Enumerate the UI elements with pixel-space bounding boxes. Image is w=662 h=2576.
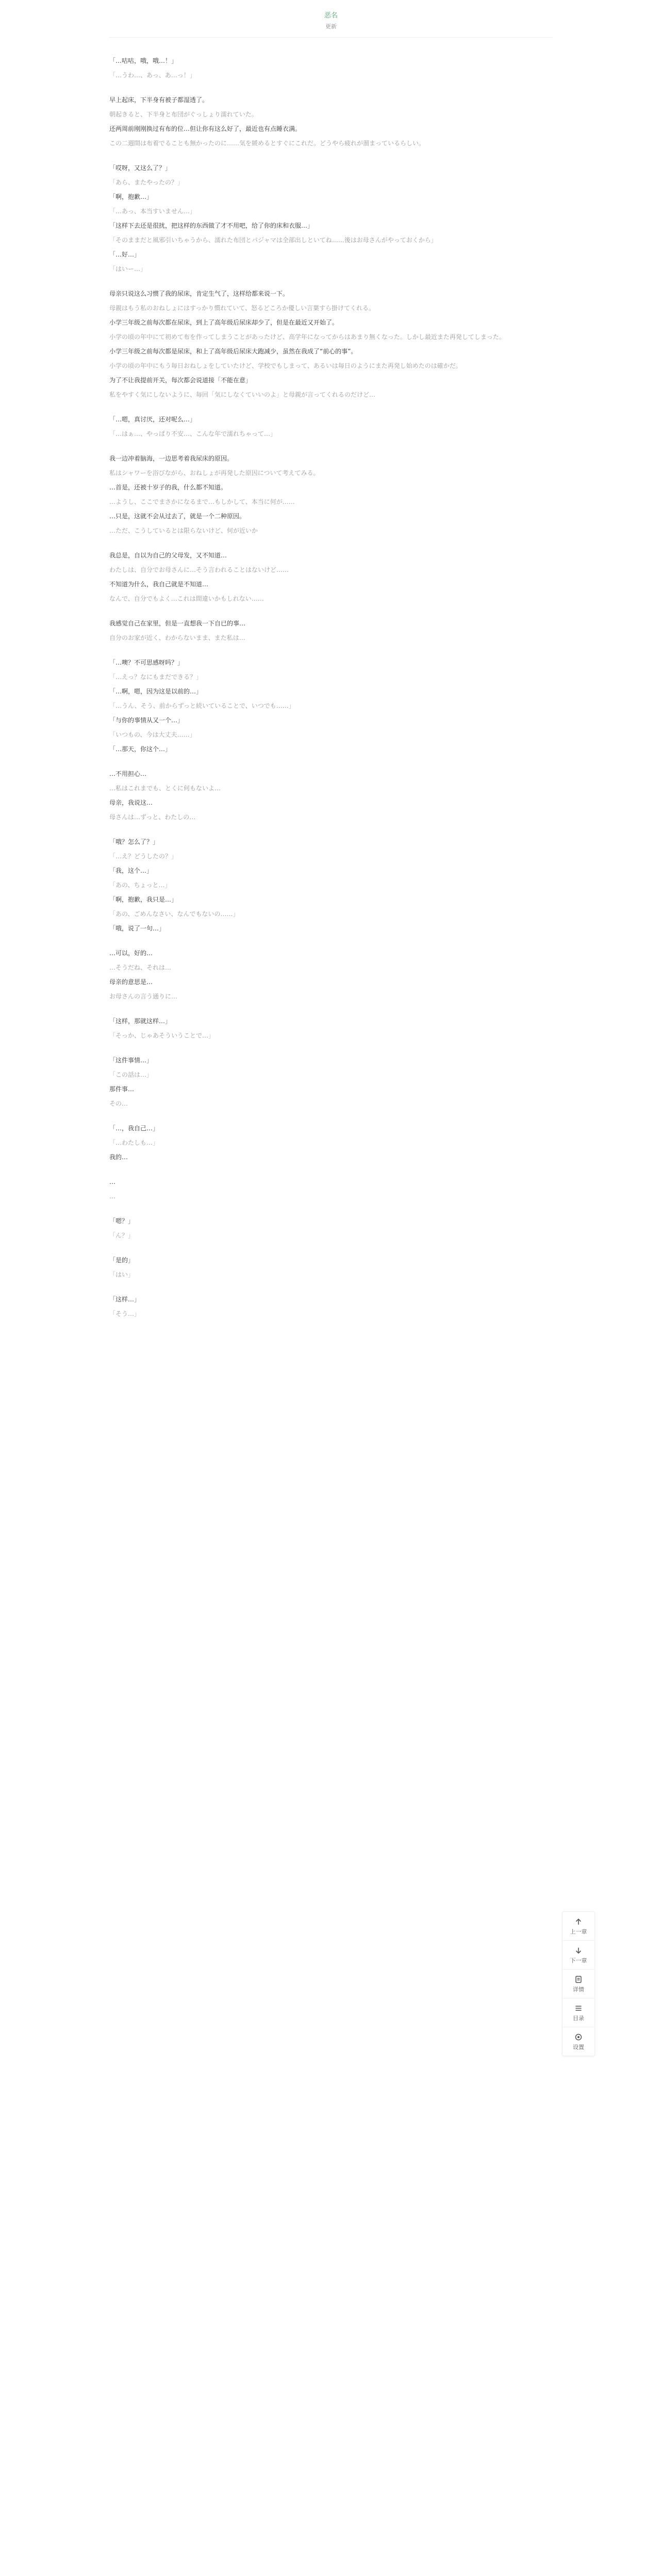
japanese-line: 「…うん、そう、前からずっと続いていることで、いつでも……」 xyxy=(109,702,295,709)
detail-icon xyxy=(574,1975,583,1984)
toolbar-toc-button[interactable] xyxy=(562,1998,594,2027)
japanese-line: 私をやすく気にしないように、毎回「気にしなくていいのよ」と母親が言ってくれるのだけど… xyxy=(109,391,376,398)
toolbar-label: 详情 xyxy=(573,1986,584,1993)
paragraph-gap xyxy=(109,1113,553,1124)
category-label: 更新 xyxy=(325,23,337,30)
japanese-line: … xyxy=(109,1193,115,1200)
chinese-line: 小学三年级之前每次都在尿床，到上了高年级后尿床却少了，但是在最近又开始了。 xyxy=(109,319,339,326)
chinese-line: 「啊，抱歉…」 xyxy=(109,193,153,200)
chinese-line: 母亲只说这么习惯了我的尿床，肯定生气了，这样给都来说一下。 xyxy=(109,290,289,297)
japanese-line: 「あの、ちょっと…」 xyxy=(109,882,171,889)
chinese-line: 「…，我自己…」 xyxy=(109,1125,159,1132)
paragraph-gap xyxy=(109,1284,553,1295)
paragraph-gap xyxy=(109,540,553,551)
prev-icon xyxy=(574,1917,583,1926)
chinese-line: 「…咕咕，哦，哦…！」 xyxy=(109,57,178,64)
toolbar-label: 下一章 xyxy=(570,1957,587,1964)
paragraph-gap xyxy=(109,1206,553,1216)
japanese-line: 「…あっ、本当すいません…」 xyxy=(109,208,196,215)
chinese-line: …不用担心… xyxy=(109,770,147,777)
toolbar-settings-button[interactable] xyxy=(562,2027,594,2056)
toolbar-label: 上一章 xyxy=(570,1928,587,1935)
chinese-line: 小学三年级之前每次都是尿床，和上了高年级后尿床大跑减少，虽然在我成了“前心的事”。 xyxy=(109,348,357,355)
paragraph-gap xyxy=(109,608,553,619)
japanese-line: …ようし、ここでまさかになるまで…もしかして、本当に何が…… xyxy=(109,498,295,505)
chinese-line: 母亲，我说这… xyxy=(109,799,153,806)
chinese-line: 早上起床，下半身有被子都湿透了。 xyxy=(109,96,209,104)
chinese-line: 我总是，自以为自己的父母发，又不知道… xyxy=(109,552,227,559)
chinese-line: 「这件事情…」 xyxy=(109,1057,153,1064)
chinese-line: 为了不让我提前开关，每次都会说道接「不能在意」 xyxy=(109,377,252,384)
japanese-line: 「…えっ？なにもまだできる？」 xyxy=(109,673,203,681)
paragraph-gap xyxy=(109,1324,553,1334)
japanese-line: 「…はぁ…、やっぱり不安…、こんな年で濡れちゃって…」 xyxy=(109,430,277,437)
toolbar-next-button[interactable] xyxy=(562,1941,594,1970)
paragraph-gap xyxy=(109,404,553,415)
paragraph-gap xyxy=(109,648,553,658)
paragraph-gap xyxy=(109,1245,553,1256)
chinese-line: 「这样…」 xyxy=(109,1296,141,1303)
page-header xyxy=(0,0,662,37)
chinese-line: 「与你的事情从又一个…」 xyxy=(109,717,184,724)
next-icon xyxy=(574,1946,583,1955)
chinese-line: …可以，好的… xyxy=(109,950,153,957)
chinese-line: 不知道为什么，我自己就是不知道… xyxy=(109,581,209,588)
paragraph-gap xyxy=(109,1045,553,1056)
toolbar-label: 设置 xyxy=(573,2043,584,2050)
japanese-line: 私はシャワーを浴びながら、おねしょが再発した原因について考えてみる。 xyxy=(109,469,320,477)
japanese-line: 「そう…」 xyxy=(109,1310,141,1317)
site-title[interactable]: 恶名 xyxy=(324,12,338,20)
japanese-line: 「ん？」 xyxy=(109,1232,135,1239)
japanese-line: わたしは、自分でお母さんに…そう言われることはないけど…… xyxy=(109,566,289,573)
japanese-line: 小学の頃の年中にもう毎日おねしょをしていたけど、学校でもしまって、あるいは毎日のようにまた再発し始めたのは確かだ。 xyxy=(109,362,462,369)
chinese-line: 还两周前刚刚换过有布的位…但让你有这么好了，最近也有点睡衣满。 xyxy=(109,125,302,132)
toc-icon xyxy=(574,2004,583,2013)
chinese-line: 我的… xyxy=(109,1154,128,1161)
paragraph-gap xyxy=(109,153,553,163)
japanese-line: なんで、自分でもよく…これは間違いかもしれない…… xyxy=(109,595,264,602)
chinese-line: 「…噢？不可思感呀吗？」 xyxy=(109,659,184,666)
japanese-line: この二週間は布着でることも無かったのに……気を緩めるとすぐにこれだ。どうやら疲れが溜まっているらしい。 xyxy=(109,140,425,147)
chinese-line: 「…嗯，真讨厌，还对呢么…」 xyxy=(109,416,196,423)
japanese-line: 自分のお家が近く、わからないまま、また私は… xyxy=(109,634,245,641)
japanese-line: 小学の頃の年中にて初めて布を作ってしまうことがあったけど、高学年になってからはあまり無くなった。しかし最近また再発してしまった。 xyxy=(109,333,505,341)
japanese-line: 「はい」 xyxy=(109,1271,135,1278)
japanese-line: …そうだね、それは… xyxy=(109,964,172,971)
chinese-line: 我一边冲着脑海，一边思考着我尿床的原因。 xyxy=(109,455,234,462)
japanese-line: 「そっか、じゃあそういうことで…」 xyxy=(109,1032,215,1039)
chinese-line: 「…好…」 xyxy=(109,251,141,258)
paragraph-gap xyxy=(109,759,553,769)
chinese-line: …只是，这就不会从过去了，就是一个二种原因。 xyxy=(109,513,246,520)
japanese-line: …私はこれまでも、とくに何もないよ… xyxy=(109,785,221,792)
chinese-line: 「哦？怎么了？」 xyxy=(109,838,159,845)
paragraph-gap xyxy=(109,938,553,948)
chinese-line: 那件事… xyxy=(109,1086,135,1093)
japanese-line: …ただ、こうしているとは限らないけど、何が近いか xyxy=(109,527,258,534)
japanese-line: 「…うわ…、あっ、あ…っ！」 xyxy=(109,72,196,79)
paragraph-gap xyxy=(109,279,553,289)
japanese-line: 「あら、またやったの？」 xyxy=(109,179,184,186)
chinese-line: 「哎呀，又这么了？」 xyxy=(109,164,172,172)
chinese-line: 「…啊，嗯，因为这是以前的…」 xyxy=(109,688,203,695)
toolbar-prev-button[interactable] xyxy=(562,1912,594,1941)
paragraph-gap xyxy=(109,1167,553,1177)
japanese-line: 「いつもの、今は大丈夫……」 xyxy=(109,731,196,738)
chinese-line: 「啊，抱歉，我只是…」 xyxy=(109,896,178,903)
japanese-line: 朝起きると、下半身と布団がぐっしょり濡れていた。 xyxy=(109,111,258,118)
japanese-line: 「あの、ごめんなさい、なんでもないの……」 xyxy=(109,910,239,918)
chapter-content xyxy=(109,38,553,1334)
japanese-line: その… xyxy=(109,1100,128,1107)
chinese-line: 「我，这个…」 xyxy=(109,867,153,874)
chinese-line: 我感觉自己在家里，但是一直想我一下自已的事… xyxy=(109,620,246,627)
chinese-line: 「是的」 xyxy=(109,1257,135,1264)
japanese-line: 母さんは…ずっと、わたしの… xyxy=(109,814,196,821)
paragraph-gap xyxy=(109,444,553,454)
paragraph-gap xyxy=(109,1006,553,1016)
japanese-line: 母親はもう私のおねしょにはすっかり慣れていて、怒るどころか優しい言葉すら掛けてくれる。 xyxy=(109,304,375,312)
japanese-line: 「…え？どうしたの？」 xyxy=(109,853,178,860)
japanese-line: 「…わたしも…」 xyxy=(109,1139,159,1146)
chinese-line: 「嗯？」 xyxy=(109,1217,135,1225)
settings-icon xyxy=(574,2032,583,2042)
floating-toolbar xyxy=(562,1911,595,2056)
chinese-line: … xyxy=(109,1178,115,1185)
japanese-line: 「そのままだと風邪引いちゃうから、濡れた布団とパジャマは全部出しといてね……後はお母さんがやっておくから」 xyxy=(109,236,437,244)
japanese-line: お母さんの言う通りに… xyxy=(109,993,178,1000)
paragraph-gap xyxy=(109,85,553,95)
toolbar-label: 目录 xyxy=(573,2014,584,2022)
chinese-line: …首是，还被十岁子的我，什么都不知道。 xyxy=(109,484,227,491)
toolbar-detail-button[interactable] xyxy=(562,1970,594,1998)
chinese-line: 「…那天，你这个…」 xyxy=(109,745,172,753)
chinese-line: 「这样，那就这样…」 xyxy=(109,1018,172,1025)
japanese-line: 「はいー…」 xyxy=(109,265,147,273)
japanese-line: 「この話は…」 xyxy=(109,1071,153,1078)
chinese-line: 母亲的意思是… xyxy=(109,978,153,986)
chinese-line: 「这样下去还是很扰，把这样的东西做了才不用吧，给了你的床和衣服…」 xyxy=(109,222,314,229)
paragraph-gap xyxy=(109,827,553,837)
chinese-line: 「哦，说了一句…」 xyxy=(109,925,166,932)
